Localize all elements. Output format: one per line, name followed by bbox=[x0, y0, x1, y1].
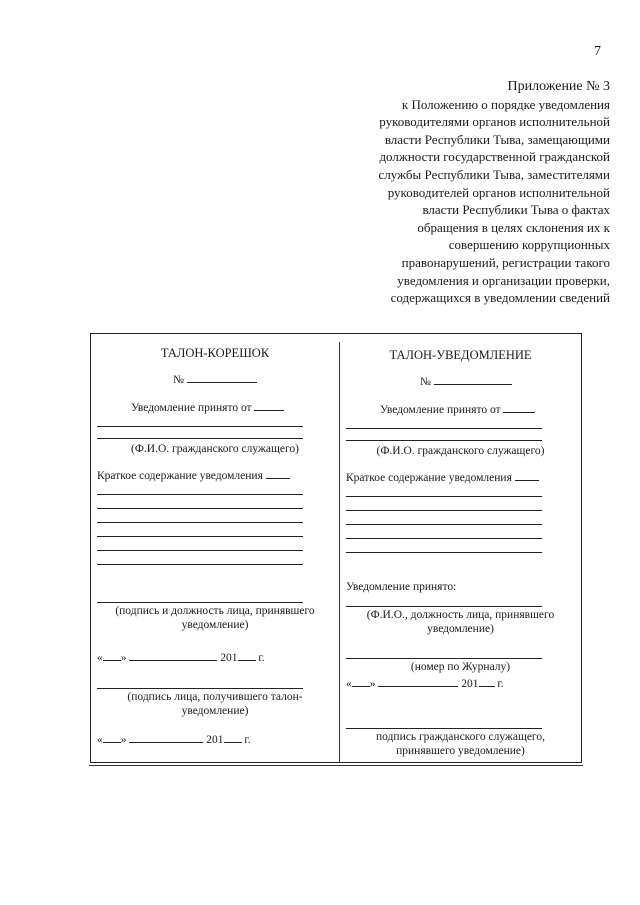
appendix-line: руководителей органов исполнительной bbox=[387, 184, 610, 200]
notice-accepted-caption: уведомление) bbox=[427, 623, 494, 635]
stub-signature-line[interactable] bbox=[97, 602, 303, 603]
stub-signature-caption: (подпись и должность лица, принявшего bbox=[115, 605, 315, 617]
notice-number-row bbox=[420, 374, 512, 389]
stub-month-field[interactable] bbox=[129, 650, 217, 661]
appendix-line: правонарушений, регистрации такого bbox=[401, 254, 610, 270]
stub-summary-field[interactable] bbox=[266, 468, 290, 479]
notice-summary-line[interactable] bbox=[346, 538, 542, 539]
year-suffix: г. bbox=[244, 734, 251, 746]
notice-fio-line[interactable] bbox=[346, 440, 542, 441]
appendix-line: службы Республики Тыва, заместителями bbox=[378, 166, 610, 182]
notice-fio-caption: (Ф.И.О. гражданского служащего) bbox=[376, 445, 545, 457]
stub-heading: ТАЛОН-КОРЕШОК bbox=[160, 346, 270, 360]
stub-summary-row bbox=[97, 468, 290, 483]
appendix-line: уведомления и организации проверки, bbox=[397, 272, 610, 288]
stub-receiver-caption: (подпись лица, получившего талон- bbox=[127, 691, 303, 703]
appendix-line: обращения в целях склонения их к bbox=[417, 219, 610, 235]
appendix-title: Приложение № 3 bbox=[507, 79, 610, 94]
stub-summary-line[interactable] bbox=[97, 564, 303, 565]
stub-month-field-2[interactable] bbox=[129, 732, 203, 743]
appendix-header bbox=[310, 78, 610, 307]
notice-journal-line[interactable] bbox=[346, 658, 542, 659]
appendix-line: совершению коррупционных bbox=[448, 237, 610, 253]
notice-summary-line[interactable] bbox=[346, 510, 542, 511]
notice-summary-row bbox=[346, 470, 539, 485]
appendix-line: содержащихся в уведомлении сведений bbox=[390, 290, 610, 306]
appendix-line: власти Республики Тыва о фактах bbox=[422, 202, 610, 218]
notice-sign-caption: подпись гражданского служащего, bbox=[375, 731, 545, 743]
stub-received-label: Уведомление принято от bbox=[131, 402, 252, 414]
column-divider bbox=[339, 342, 340, 762]
date-open-quote: « bbox=[97, 734, 103, 746]
notice-summary-line[interactable] bbox=[346, 496, 542, 497]
stub-signature-caption: уведомление) bbox=[181, 619, 249, 631]
stub-summary-line[interactable] bbox=[97, 494, 303, 495]
notice-fio-line[interactable] bbox=[346, 428, 542, 429]
notice-date-row bbox=[346, 676, 504, 691]
notice-day-field[interactable] bbox=[352, 676, 370, 687]
stub-receiver-line[interactable] bbox=[97, 688, 303, 689]
date-close-quote: » bbox=[369, 678, 376, 690]
year-prefix: 201 bbox=[461, 678, 479, 690]
notice-sign-line[interactable] bbox=[346, 728, 542, 729]
notice-summary-line[interactable] bbox=[346, 524, 542, 525]
notice-heading: ТАЛОН-УВЕДОМЛЕНИЕ bbox=[389, 348, 532, 362]
stub-date-row bbox=[97, 650, 265, 665]
date-close-quote: » bbox=[120, 652, 127, 664]
appendix-line: должности государственной гражданской bbox=[379, 149, 610, 165]
stub-fio-caption: (Ф.И.О. гражданского служащего) bbox=[130, 443, 300, 455]
stub-summary-line[interactable] bbox=[97, 536, 303, 537]
notice-summary-label: Краткое содержание уведомления bbox=[346, 472, 512, 484]
stub-receiver-caption: уведомление) bbox=[181, 705, 249, 717]
appendix-line: к Положению о порядке уведомления bbox=[401, 96, 610, 112]
stub-day-field-2[interactable] bbox=[103, 732, 121, 743]
notice-accepted-label: Уведомление принято: bbox=[346, 581, 457, 593]
year-prefix: 201 bbox=[220, 652, 238, 664]
notice-received-row bbox=[380, 402, 535, 417]
date-open-quote: « bbox=[97, 652, 103, 664]
stub-fio-line[interactable] bbox=[97, 438, 303, 439]
notice-sign-caption: принявшего уведомление) bbox=[396, 745, 525, 757]
stub-summary-line[interactable] bbox=[97, 508, 303, 509]
stub-number-label: № bbox=[173, 374, 184, 386]
appendix-line: власти Республики Тыва, замещающими bbox=[384, 131, 610, 147]
stub-year-field-2[interactable] bbox=[224, 732, 242, 743]
notice-accepted-caption: (Ф.И.О., должность лица, принявшего bbox=[366, 609, 555, 621]
stub-number-field[interactable] bbox=[187, 372, 257, 383]
notice-accepted-line[interactable] bbox=[346, 606, 542, 607]
stub-summary-label: Краткое содержание уведомления bbox=[97, 470, 263, 482]
date-close-quote: » bbox=[120, 734, 127, 746]
stub-year-field[interactable] bbox=[238, 650, 256, 661]
notice-month-field[interactable] bbox=[378, 676, 458, 687]
notice-summary-field[interactable] bbox=[515, 470, 539, 481]
stub-summary-line[interactable] bbox=[97, 522, 303, 523]
notice-number-field[interactable] bbox=[434, 374, 512, 385]
stub-date-row-2 bbox=[97, 732, 251, 747]
stub-number-row bbox=[173, 372, 257, 387]
stub-received-field[interactable] bbox=[254, 400, 284, 411]
date-open-quote: « bbox=[346, 678, 352, 690]
notice-journal-caption: (номер по Журналу) bbox=[410, 661, 511, 673]
year-suffix: г. bbox=[497, 678, 504, 690]
year-suffix: г. bbox=[258, 652, 265, 664]
notice-number-label: № bbox=[420, 376, 431, 388]
notice-summary-line[interactable] bbox=[346, 552, 542, 553]
stub-summary-line[interactable] bbox=[97, 550, 303, 551]
bottom-rule bbox=[89, 765, 583, 766]
notice-year-field[interactable] bbox=[479, 676, 495, 687]
appendix-line: руководителями органов исполнительной bbox=[379, 114, 610, 130]
notice-received-label: Уведомление принято от bbox=[380, 404, 501, 416]
stub-day-field[interactable] bbox=[103, 650, 121, 661]
stub-fio-line[interactable] bbox=[97, 426, 303, 427]
notice-received-field[interactable] bbox=[503, 402, 535, 413]
year-prefix: 201 bbox=[206, 734, 224, 746]
page-number: 7 bbox=[594, 44, 601, 59]
stub-received-row bbox=[131, 400, 284, 415]
talon-form bbox=[90, 333, 582, 763]
